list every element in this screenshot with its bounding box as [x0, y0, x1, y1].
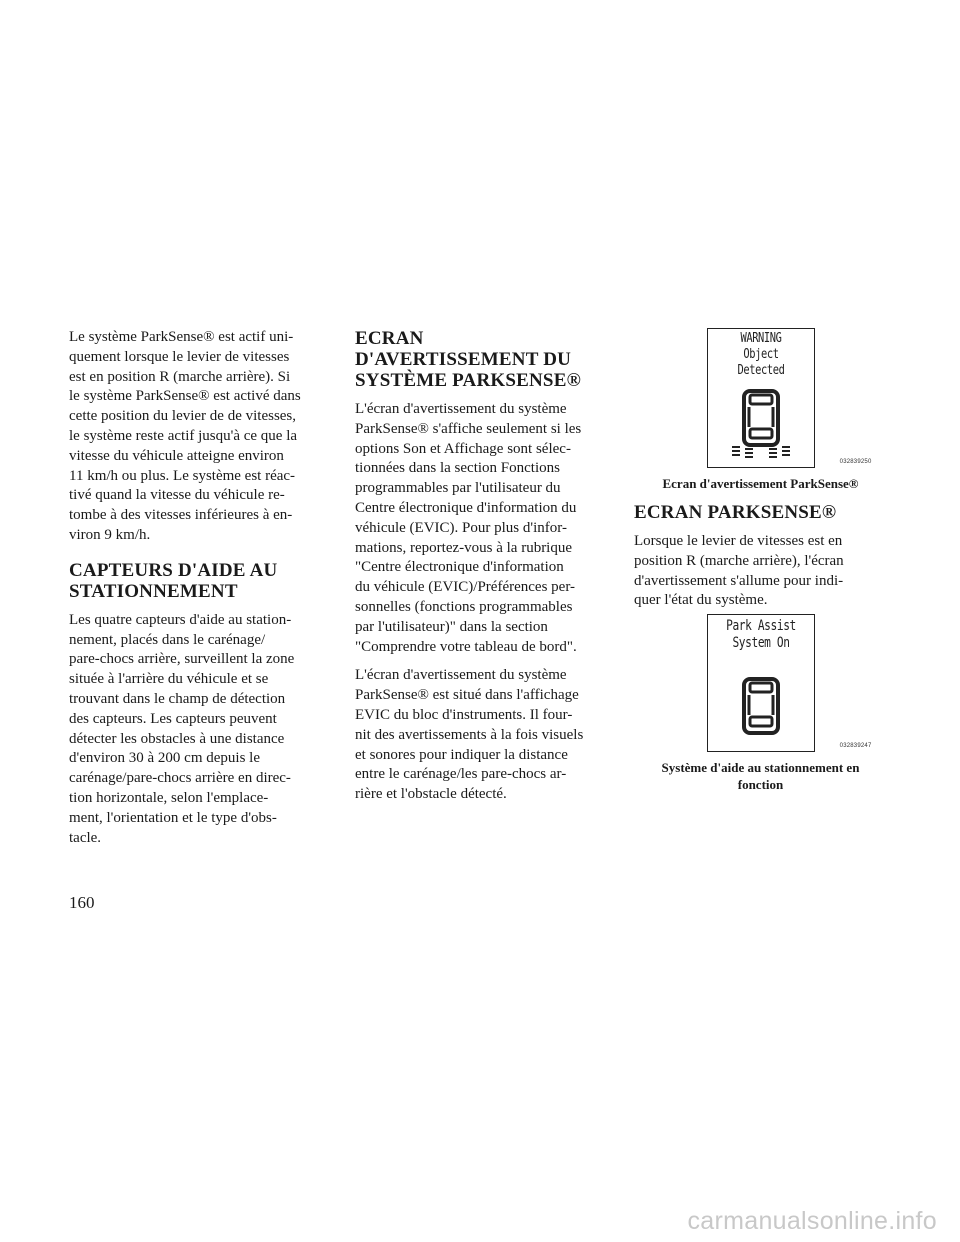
- watermark: carmanualsonline.info: [687, 1207, 937, 1235]
- lcd-text-block: [708, 618, 814, 652]
- lcd-line-park-assist: Park Assist: [725, 618, 796, 635]
- paragraph-parksense-screen: Lorsque le levier de vitesses est en position R (marche arrière), l'écran d'avertissement s'allume pour indi- quer l'état du système.: [634, 533, 844, 609]
- column-middle: [355, 328, 603, 814]
- lcd-line-system-on: System On: [731, 635, 790, 652]
- heading-parksense-screen: ECRAN PARKSENSE®: [634, 502, 837, 523]
- lcd-line-object: Object: [742, 347, 779, 362]
- lcd-line-warning: WARNING: [739, 331, 782, 346]
- lcd-text-block: [708, 331, 814, 379]
- caption-park-assist-on: Système d'aide au stationnement en fonction: [661, 760, 860, 793]
- paragraph-parking-sensors: Les quatre capteurs d'aide au station- nement, placés dans le carénage/ pare-chocs arrière, surveillent la zone située à l'arrière du véhicule et se trouvant dans le champ de détection des capteurs. Les capteurs peuvent détecter les obstacles à une distance d'environ 30 à 200 cm depuis le carénage/pare-chocs arrière en direc- tion horizontale, selon l'emplace- ment, l'orientation et le type d'obs- tacle.: [69, 611, 295, 846]
- caption-warning-screen: Ecran d'avertissement ParkSense®: [662, 476, 859, 491]
- column-left: [69, 328, 321, 857]
- paragraph-parksense-activation: Le système ParkSense® est actif uni- quement lorsque le levier de vitesses est en position R (marche arrière). Si le système ParkSense® est activé dans cette position du levier de de vitesses, le système reste actif jusqu'à ce que la vitesse du véhicule atteigne environ 11 km/h ou plus. Le système est réac- tivé quand la vitesse du véhicule re- tombe à des vitesses inférieures à en- viron 9 km/h.: [69, 329, 301, 543]
- page-number: 160: [69, 893, 95, 912]
- heading-parking-sensors: CAPTEURS D'AIDE AU STATIONNEMENT: [69, 559, 278, 602]
- figure-id: 032839247: [839, 743, 872, 750]
- figure-park-assist-on: [707, 614, 872, 752]
- vehicle-with-sensor-arcs-icon: [708, 385, 814, 465]
- column-right: [634, 328, 887, 803]
- paragraph-warning-screen-location: L'écran d'avertissement du système ParkSense® est situé dans l'affichage EVIC du bloc d'instruments. Il four- nit des avertissements à la fois visuels et sonores pour indiquer la distance entre le carénage/les pare-chocs ar- rière et l'obstacle détecté.: [355, 667, 584, 803]
- vehicle-icon: [708, 673, 814, 743]
- lcd-line-detected: Detected: [737, 363, 784, 378]
- heading-warning-screen: ECRAN D'AVERTISSEMENT DU SYSTÈME PARKSENSE®: [355, 328, 581, 391]
- figure-id: 032839250: [839, 459, 872, 465]
- figure-warning-object-detected: [707, 328, 872, 468]
- paragraph-warning-screen-options: L'écran d'avertissement du système ParkSense® s'affiche seulement si les options Son et Affichage sont sélec- tionnées dans la section Fonctions programmables par l'utilisateur du Centre électronique d'information du véhicule (EVIC). Pour plus d'infor- mations, reportez-vous à la rubrique "Centre électronique d'information du véhicule (EVIC)/Préférences per- sonnelles (fonctions programmables par l'utilisateur)" dans la section "Comprendre votre tableau de bord".: [355, 401, 582, 655]
